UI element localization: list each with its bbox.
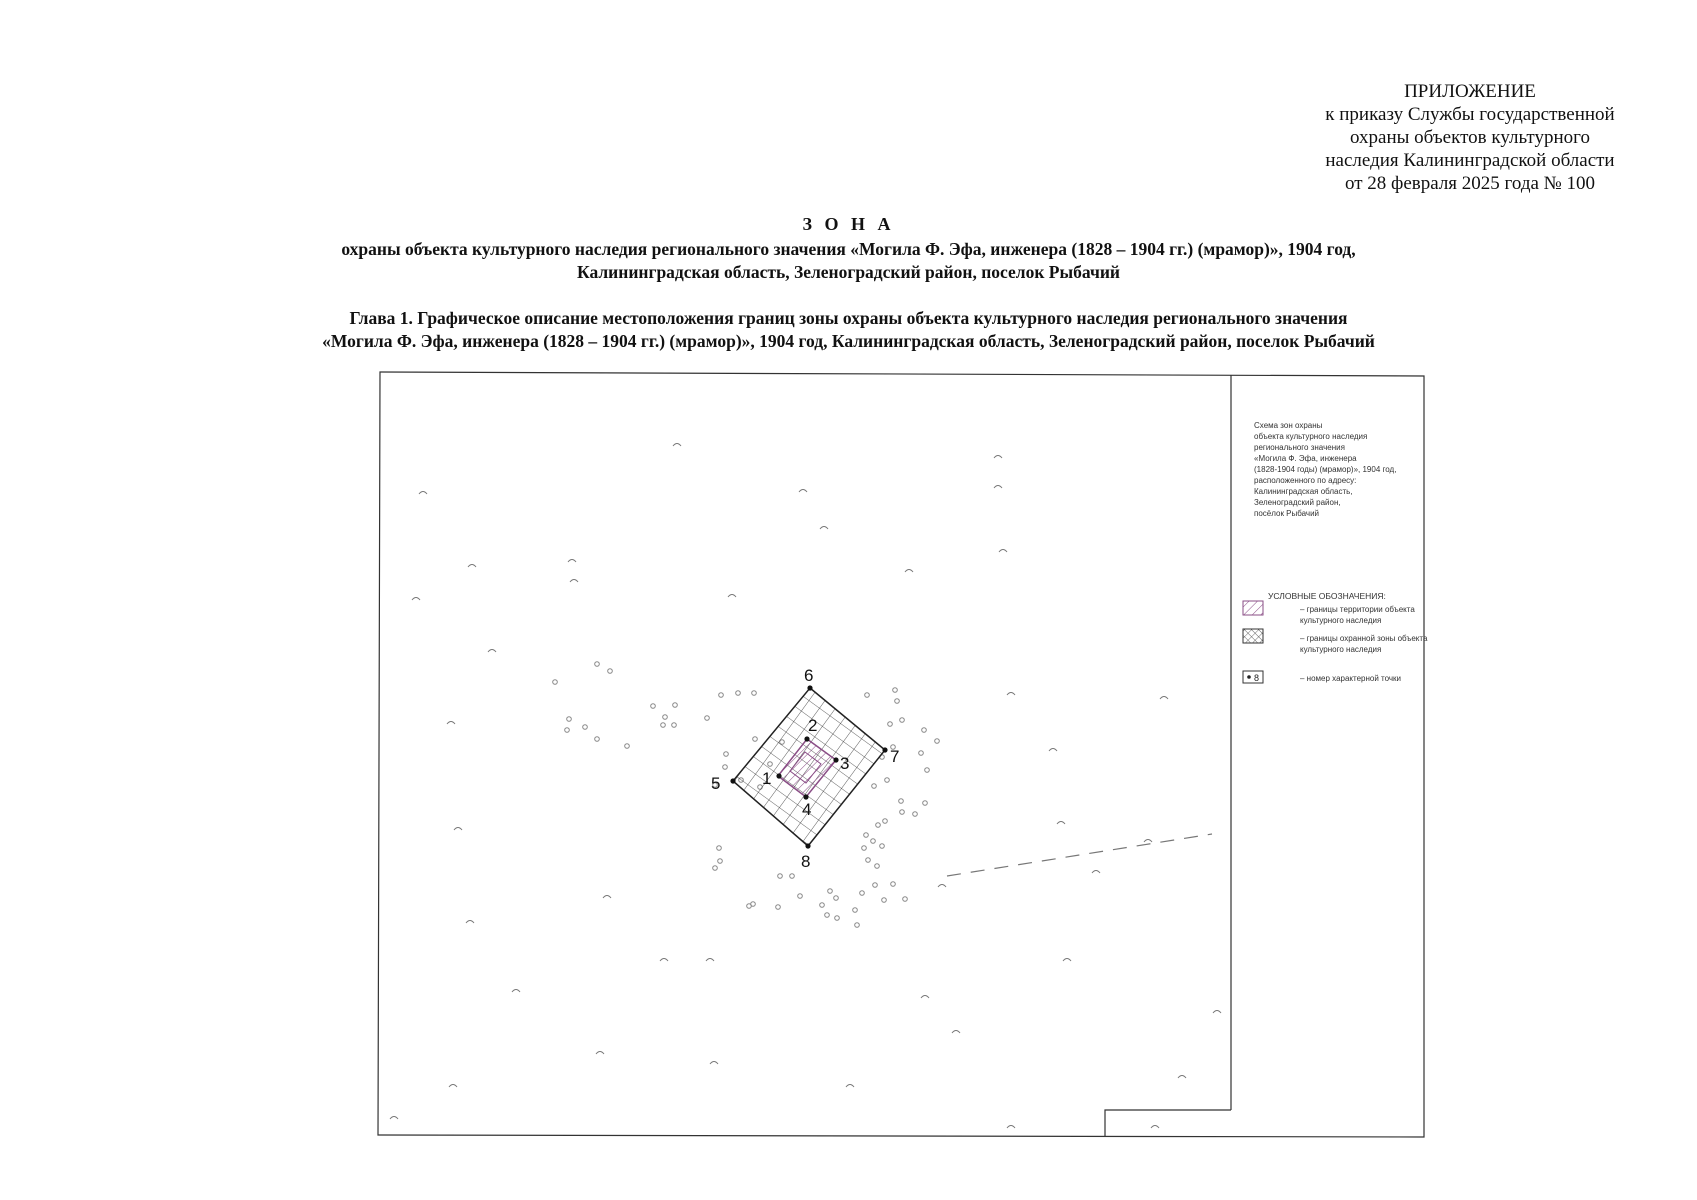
grave-marker bbox=[651, 704, 656, 709]
grave-marker bbox=[925, 768, 930, 773]
terrain-symbol bbox=[1092, 871, 1100, 874]
terrain-symbol bbox=[846, 1085, 854, 1088]
appendix-line: наследия Калининградской области bbox=[1325, 150, 1615, 171]
legend-point-number: 8 bbox=[1254, 673, 1260, 683]
grave-marker bbox=[871, 839, 876, 844]
grave-marker bbox=[862, 846, 867, 851]
legend-item-point: – номер характерной точки bbox=[1300, 674, 1402, 683]
terrain-symbol bbox=[921, 996, 929, 999]
grave-marker bbox=[883, 819, 888, 824]
point-6-label: 6 bbox=[804, 666, 814, 685]
legend-point-dot bbox=[1247, 675, 1251, 679]
terrain-symbol bbox=[412, 598, 420, 601]
scheme-caption bbox=[1254, 420, 1444, 519]
grave-marker bbox=[751, 902, 756, 907]
scheme-caption-line: объекта культурного наследия bbox=[1254, 432, 1368, 441]
grave-marker bbox=[567, 717, 572, 722]
scheme-caption-line: Схема зон охраны bbox=[1254, 421, 1323, 430]
grave-marker bbox=[718, 859, 723, 864]
terrain-symbol bbox=[390, 1117, 398, 1120]
terrain-symbol bbox=[1007, 1126, 1015, 1129]
grave-marker bbox=[798, 894, 803, 899]
scheme-caption-line: расположенного по адресу: bbox=[1254, 476, 1357, 485]
dashed-path bbox=[947, 834, 1212, 876]
terrain-symbol bbox=[447, 722, 455, 725]
terrain-symbol bbox=[603, 896, 611, 899]
zone-subtitle-line: Калининградская область, Зеленоградский район, поселок Рыбачий bbox=[576, 262, 1120, 282]
grave-marker bbox=[885, 778, 890, 783]
legend-territory-swatch bbox=[1243, 601, 1263, 615]
point-1-label: 1 bbox=[762, 769, 772, 788]
grave-marker bbox=[865, 693, 870, 698]
grave-marker bbox=[673, 703, 678, 708]
grave-marker bbox=[891, 882, 896, 887]
grave-marker bbox=[595, 737, 600, 742]
point-8-label: 8 bbox=[801, 852, 811, 871]
grave-marker bbox=[875, 864, 880, 869]
terrain-symbol bbox=[454, 828, 462, 831]
terrain-symbol bbox=[820, 527, 828, 530]
terrain-symbol bbox=[1144, 840, 1152, 843]
grave-marker bbox=[893, 688, 898, 693]
grave-marker bbox=[899, 799, 904, 804]
terrain-symbol bbox=[938, 885, 946, 888]
grave-marker bbox=[790, 874, 795, 879]
grave-marker bbox=[776, 905, 781, 910]
grave-marker bbox=[855, 923, 860, 928]
grave-marker bbox=[752, 691, 757, 696]
legend-zone-swatch bbox=[1243, 629, 1263, 643]
grave-marker bbox=[922, 728, 927, 733]
grave-marker bbox=[724, 752, 729, 757]
terrain-symbol bbox=[596, 1052, 604, 1055]
grave-marker bbox=[717, 846, 722, 851]
terrain-symbol bbox=[1160, 697, 1168, 700]
chapter-line: «Могила Ф. Эфа, инженера (1828 – 1904 гг.) (мрамор)», 1904 год, Калининградская область, Зеленоградский район, поселок Рыбачий bbox=[322, 331, 1375, 351]
point-4-marker bbox=[803, 794, 808, 799]
scheme-caption-line: регионального значения bbox=[1254, 443, 1345, 452]
terrain-symbol bbox=[673, 444, 681, 447]
appendix-line: к приказу Службы государственной bbox=[1325, 104, 1615, 125]
legend-item-zone: – границы охранной зоны объекта культурного наследия bbox=[1300, 634, 1428, 654]
terrain-symbol bbox=[1063, 959, 1071, 962]
grave-marker bbox=[705, 716, 710, 721]
zone-subtitle-line: охраны объекта культурного наследия регионального значения «Могила Ф. Эфа, инженера (1828 – 1904 гг.) (мрамор)», 1904 год, bbox=[341, 239, 1356, 259]
grave-marker bbox=[872, 784, 877, 789]
point-5-marker bbox=[730, 778, 735, 783]
grave-marker bbox=[903, 897, 908, 902]
inset-corner bbox=[1105, 1110, 1231, 1136]
terrain-symbol bbox=[1049, 749, 1057, 752]
terrain-symbol bbox=[1151, 1126, 1159, 1129]
grave-marker bbox=[595, 662, 600, 667]
terrain-symbol bbox=[468, 565, 476, 568]
terrain-symbol bbox=[952, 1031, 960, 1034]
appendix-line: охраны объектов культурного bbox=[1350, 127, 1590, 148]
grave-marker bbox=[876, 823, 881, 828]
grave-marker bbox=[753, 737, 758, 742]
grave-marker bbox=[923, 801, 928, 806]
terrain-symbol bbox=[568, 560, 576, 563]
point-2-marker bbox=[804, 736, 809, 741]
point-8-marker bbox=[805, 843, 810, 848]
grave-marker bbox=[778, 874, 783, 879]
grave-marker bbox=[880, 844, 885, 849]
grave-marker bbox=[672, 723, 677, 728]
scheme-caption-line: Зеленоградский район, bbox=[1254, 498, 1341, 507]
grave-marker bbox=[913, 812, 918, 817]
grave-marker bbox=[866, 858, 871, 863]
terrain-symbol bbox=[706, 959, 714, 962]
appendix-title: ПРИЛОЖЕНИЕ bbox=[1404, 81, 1536, 102]
chapter-line: Глава 1. Графическое описание местоположения границ зоны охраны объекта культурного наследия регионального значения bbox=[349, 308, 1348, 328]
terrain-symbol bbox=[512, 990, 520, 993]
grave-marker bbox=[834, 896, 839, 901]
grave-marker bbox=[736, 691, 741, 696]
grave-marker bbox=[625, 744, 630, 749]
terrain-symbol bbox=[570, 580, 578, 583]
grave-marker bbox=[713, 866, 718, 871]
legend-item-territory: – границы территории объекта культурного наследия bbox=[1300, 605, 1415, 625]
terrain-symbol bbox=[660, 959, 668, 962]
grave-marker bbox=[723, 765, 728, 770]
terrain-symbol bbox=[905, 570, 913, 573]
terrain-symbol bbox=[994, 456, 1002, 459]
grave-marker bbox=[919, 751, 924, 756]
terrain-symbol bbox=[1057, 822, 1065, 825]
scheme-caption-line: Калининградская область, bbox=[1254, 487, 1353, 496]
grave-marker bbox=[608, 669, 613, 674]
legend-point-swatch bbox=[1243, 671, 1263, 683]
terrain-symbol bbox=[419, 492, 427, 495]
point-3-marker bbox=[833, 757, 838, 762]
grave-marker bbox=[935, 739, 940, 744]
terrain-symbol bbox=[488, 650, 496, 653]
legend-symbols bbox=[1243, 601, 1263, 683]
scheme-caption-line: «Могила Ф. Эфа, инженера bbox=[1254, 454, 1357, 463]
point-6-marker bbox=[807, 685, 812, 690]
grave-marker bbox=[820, 903, 825, 908]
zone-title: З О Н А bbox=[802, 214, 895, 234]
point-1-marker bbox=[776, 773, 781, 778]
grave-marker bbox=[895, 699, 900, 704]
point-4-label: 4 bbox=[802, 800, 812, 819]
terrain-symbol bbox=[1178, 1076, 1186, 1079]
grave-marker bbox=[882, 898, 887, 903]
terrain-symbol bbox=[1007, 693, 1015, 696]
grave-marker bbox=[828, 889, 833, 894]
grave-marker bbox=[860, 891, 865, 896]
point-7-label: 7 bbox=[890, 747, 900, 766]
terrain-symbol bbox=[466, 921, 474, 924]
grave-marker bbox=[900, 810, 905, 815]
grave-marker bbox=[888, 722, 893, 727]
point-2-label: 2 bbox=[808, 716, 818, 735]
scheme-caption-line: (1828-1904 годы) (мрамор)», 1904 год, bbox=[1254, 465, 1397, 474]
grave-marker bbox=[900, 718, 905, 723]
grave-marker bbox=[661, 723, 666, 728]
point-3-label: 3 bbox=[840, 754, 850, 773]
terrain-symbol bbox=[999, 550, 1007, 553]
terrain-symbol bbox=[1213, 1011, 1221, 1014]
grave-marker bbox=[583, 725, 588, 730]
appendix-line: от 28 февраля 2025 года № 100 bbox=[1344, 173, 1596, 194]
grave-marker bbox=[553, 680, 558, 685]
grave-marker bbox=[864, 833, 869, 838]
grave-marker bbox=[825, 913, 830, 918]
terrain-symbol bbox=[449, 1085, 457, 1088]
point-7-marker bbox=[882, 747, 887, 752]
terrain-symbol bbox=[728, 595, 736, 598]
point-5-label: 5 bbox=[711, 774, 721, 793]
grave-marker bbox=[565, 728, 570, 733]
grave-marker bbox=[835, 916, 840, 921]
grave-marker bbox=[663, 715, 668, 720]
grave-markers bbox=[553, 662, 940, 928]
scheme-caption-line: посёлок Рыбачий bbox=[1254, 509, 1320, 518]
terrain-symbol bbox=[710, 1062, 718, 1065]
legend-heading: УСЛОВНЫЕ ОБОЗНАЧЕНИЯ: bbox=[1268, 591, 1386, 601]
grave-marker bbox=[853, 908, 858, 913]
terrain-symbol bbox=[994, 486, 1002, 489]
grave-marker bbox=[719, 693, 724, 698]
terrain-symbol bbox=[799, 490, 807, 493]
grave-marker bbox=[873, 883, 878, 888]
